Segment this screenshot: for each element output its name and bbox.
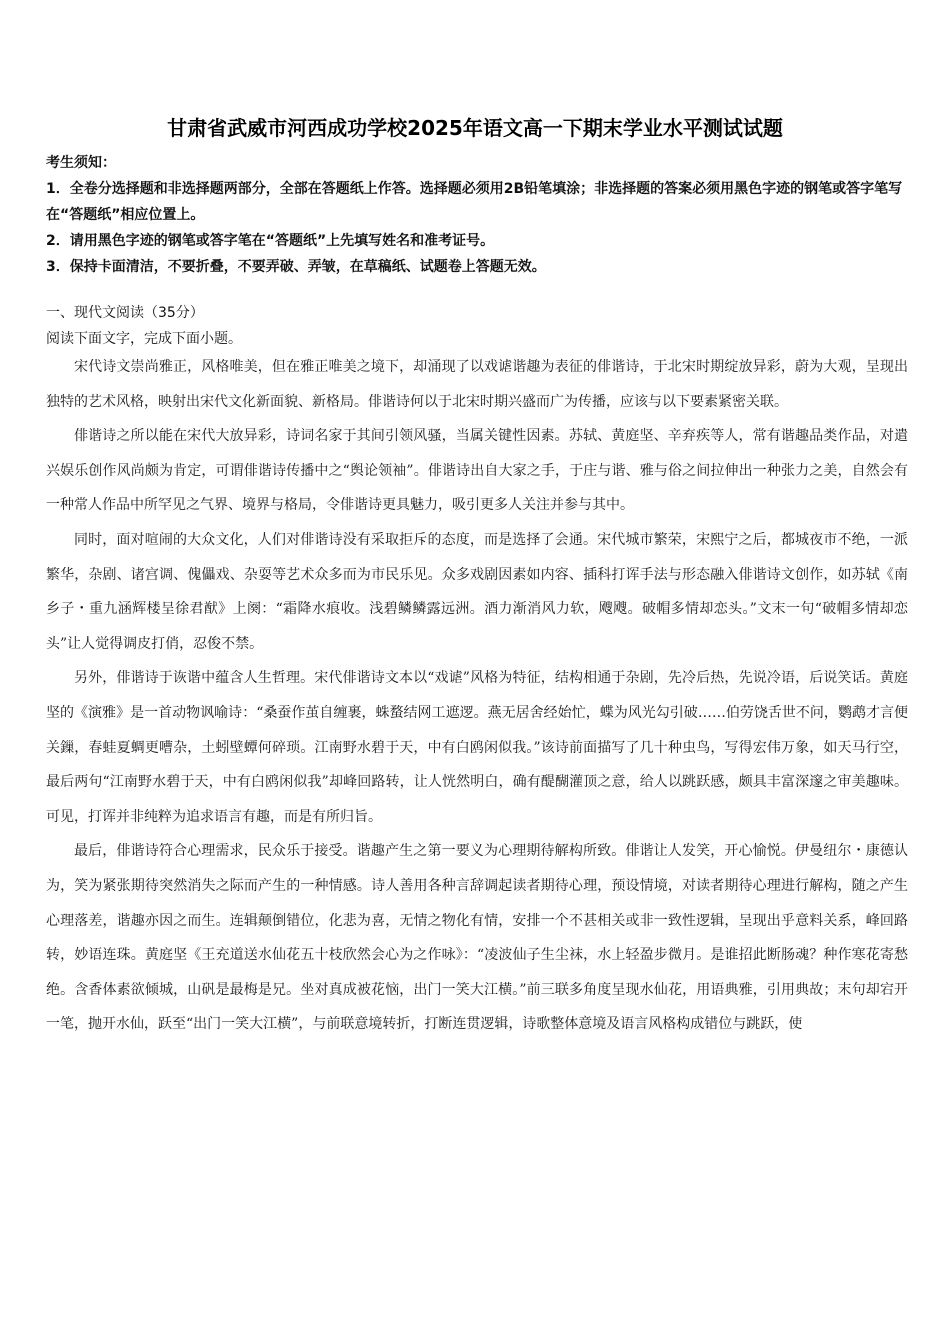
passage-paragraph-1: 宋代诗文崇尚雅正，风格唯美，但在雅正唯美之境下，却涌现了以戏谑谐趣为表征的俳谐诗，于北宋时期绽放异彩，蔚为大观，呈现出独特的艺术风格，映射出宋代文化新面貌、新格局。俳谐诗何以于北宋时期兴盛而广为传播，应该与以下要素紧密关联。 [46, 359, 908, 410]
notice-item-2: 2．请用黑色字迹的钢笔或答字笔在“答题纸”上先填写姓名和准考证号。 [46, 233, 495, 249]
exam-notice [46, 150, 911, 280]
document-title: 甘肃省武威市河西成功学校2025年语文高一下期末学业水平测试试题 [167, 116, 783, 140]
notice-item-3: 3．保持卡面清洁，不要折叠，不要弄破、弄皱，在草稿纸、试题卷上答题无效。 [46, 259, 546, 275]
notice-heading: 考生须知： [46, 155, 116, 171]
passage-paragraph-2: 俳谐诗之所以能在宋代大放异彩，诗词名家于其间引领风骚，当属关键性因素。苏轼、黄庭坚、辛弃疾等人，常有谐趣品类作品，对遣兴娱乐创作风尚颇为肯定，可谓俳谐诗传播中之“舆论领袖”。俳谐诗出自大家之手，于庄与谐、雅与俗之间拉伸出一种张力之美，自然会有一种常人作品中所罕见之气界、境界与格局，令俳谐诗更具魅力，吸引更多人关注并参与其中。 [46, 428, 908, 514]
passage-paragraph-4: 另外，俳谐诗于诙谐中蕴含人生哲理。宋代俳谐诗文本以“戏谑”风格为特征，结构相通于杂剧，先冷后热，先说冷语，后说笑话。黄庭坚的《演雅》是一首动物讽喻诗：“桑蚕作茧自缠裹，蛛蝥结网工遮逻。燕无居舍经始忙，蝶为风光勾引破……伯劳饶舌世不问，鹦鹉才言便关鏁，春蛙夏蜩更嘈杂，土蚓壁蟫何碎琐。江南野水碧于天，中有白鸥闲似我。”该诗前面描写了几十种虫鸟，写得宏伟万象，如天马行空，最后两句“江南野水碧于天，中有白鸥闲似我”却峰回路转，让人恍然明白，确有醍醐灌顶之意，给人以跳跃感，颇具丰富深邃之审美趣味。可见，打诨并非纯粹为追求语言有趣，而是有所归旨。 [46, 670, 908, 825]
reading-passage [46, 350, 908, 1042]
section-heading: 一、现代文阅读（35分） [46, 305, 204, 321]
section-header [46, 300, 911, 352]
passage-paragraph-5: 最后，俳谐诗符合心理需求，民众乐于接受。谐趣产生之第一要义为心理期待解构所致。俳谐让人发笑，开心愉悦。伊曼纽尔・康德认为，笑为紧张期待突然消失之际而产生的一种情感。诗人善用各种言辞调起读者期待心理，预设情境，对读者期待心理进行解构，随之产生心理落差，谐趣亦因之而生。连辑颠倒错位，化悲为喜，无情之物化有情，安排一个不甚相关或非一致性逻辑，呈现出乎意料关系，峰回路转，妙语连珠。黄庭坚《王充道送水仙花五十枝欣然会心为之作咏》：“凌波仙子生尘袜，水上轻盈步微月。是谁招此断肠魂？种作寒花寄愁绝。含香体素欲倾城，山矾是最梅是兄。坐对真成被花恼，出门一笑大江横。”前三联多角度呈现水仙花，用语典雅，引用典故；末句却宕开一笔，抛开水仙，跃至“出门一笑大江横”，与前联意境转折，打断连贯逻辑，诗歌整体意境及语言风格构成错位与跳跃，使 [46, 843, 908, 1033]
notice-item-1: 1．全卷分选择题和非选择题两部分，全部在答题纸上作答。选择题必须用2B铅笔填涂；非选择题的答案必须用黑色字迹的钢笔或答字笔写在“答题纸”相应位置上。 [46, 181, 903, 223]
passage-paragraph-3: 同时，面对喧闹的大众文化，人们对俳谐诗没有采取拒斥的态度，而是选择了会通。宋代城市繁荣，宋熙宁之后，都城夜市不绝，一派繁华，杂剧、诸宫调、傀儡戏、杂耍等艺术众多而为市民乐见。众多戏剧因素如内容、插科打诨手法与形态融入俳谐诗文创作，如苏轼《南乡子・重九涵辉楼呈徐君猷》上阕：“霜降水痕收。浅碧鳞鳞露远洲。酒力渐消风力软，飕飕。破帽多情却恋头。”文末一句“破帽多情却恋头”让人觉得调皮打俏，忍俊不禁。 [46, 531, 908, 652]
section-instruction: 阅读下面文字，完成下面小题。 [46, 331, 242, 347]
